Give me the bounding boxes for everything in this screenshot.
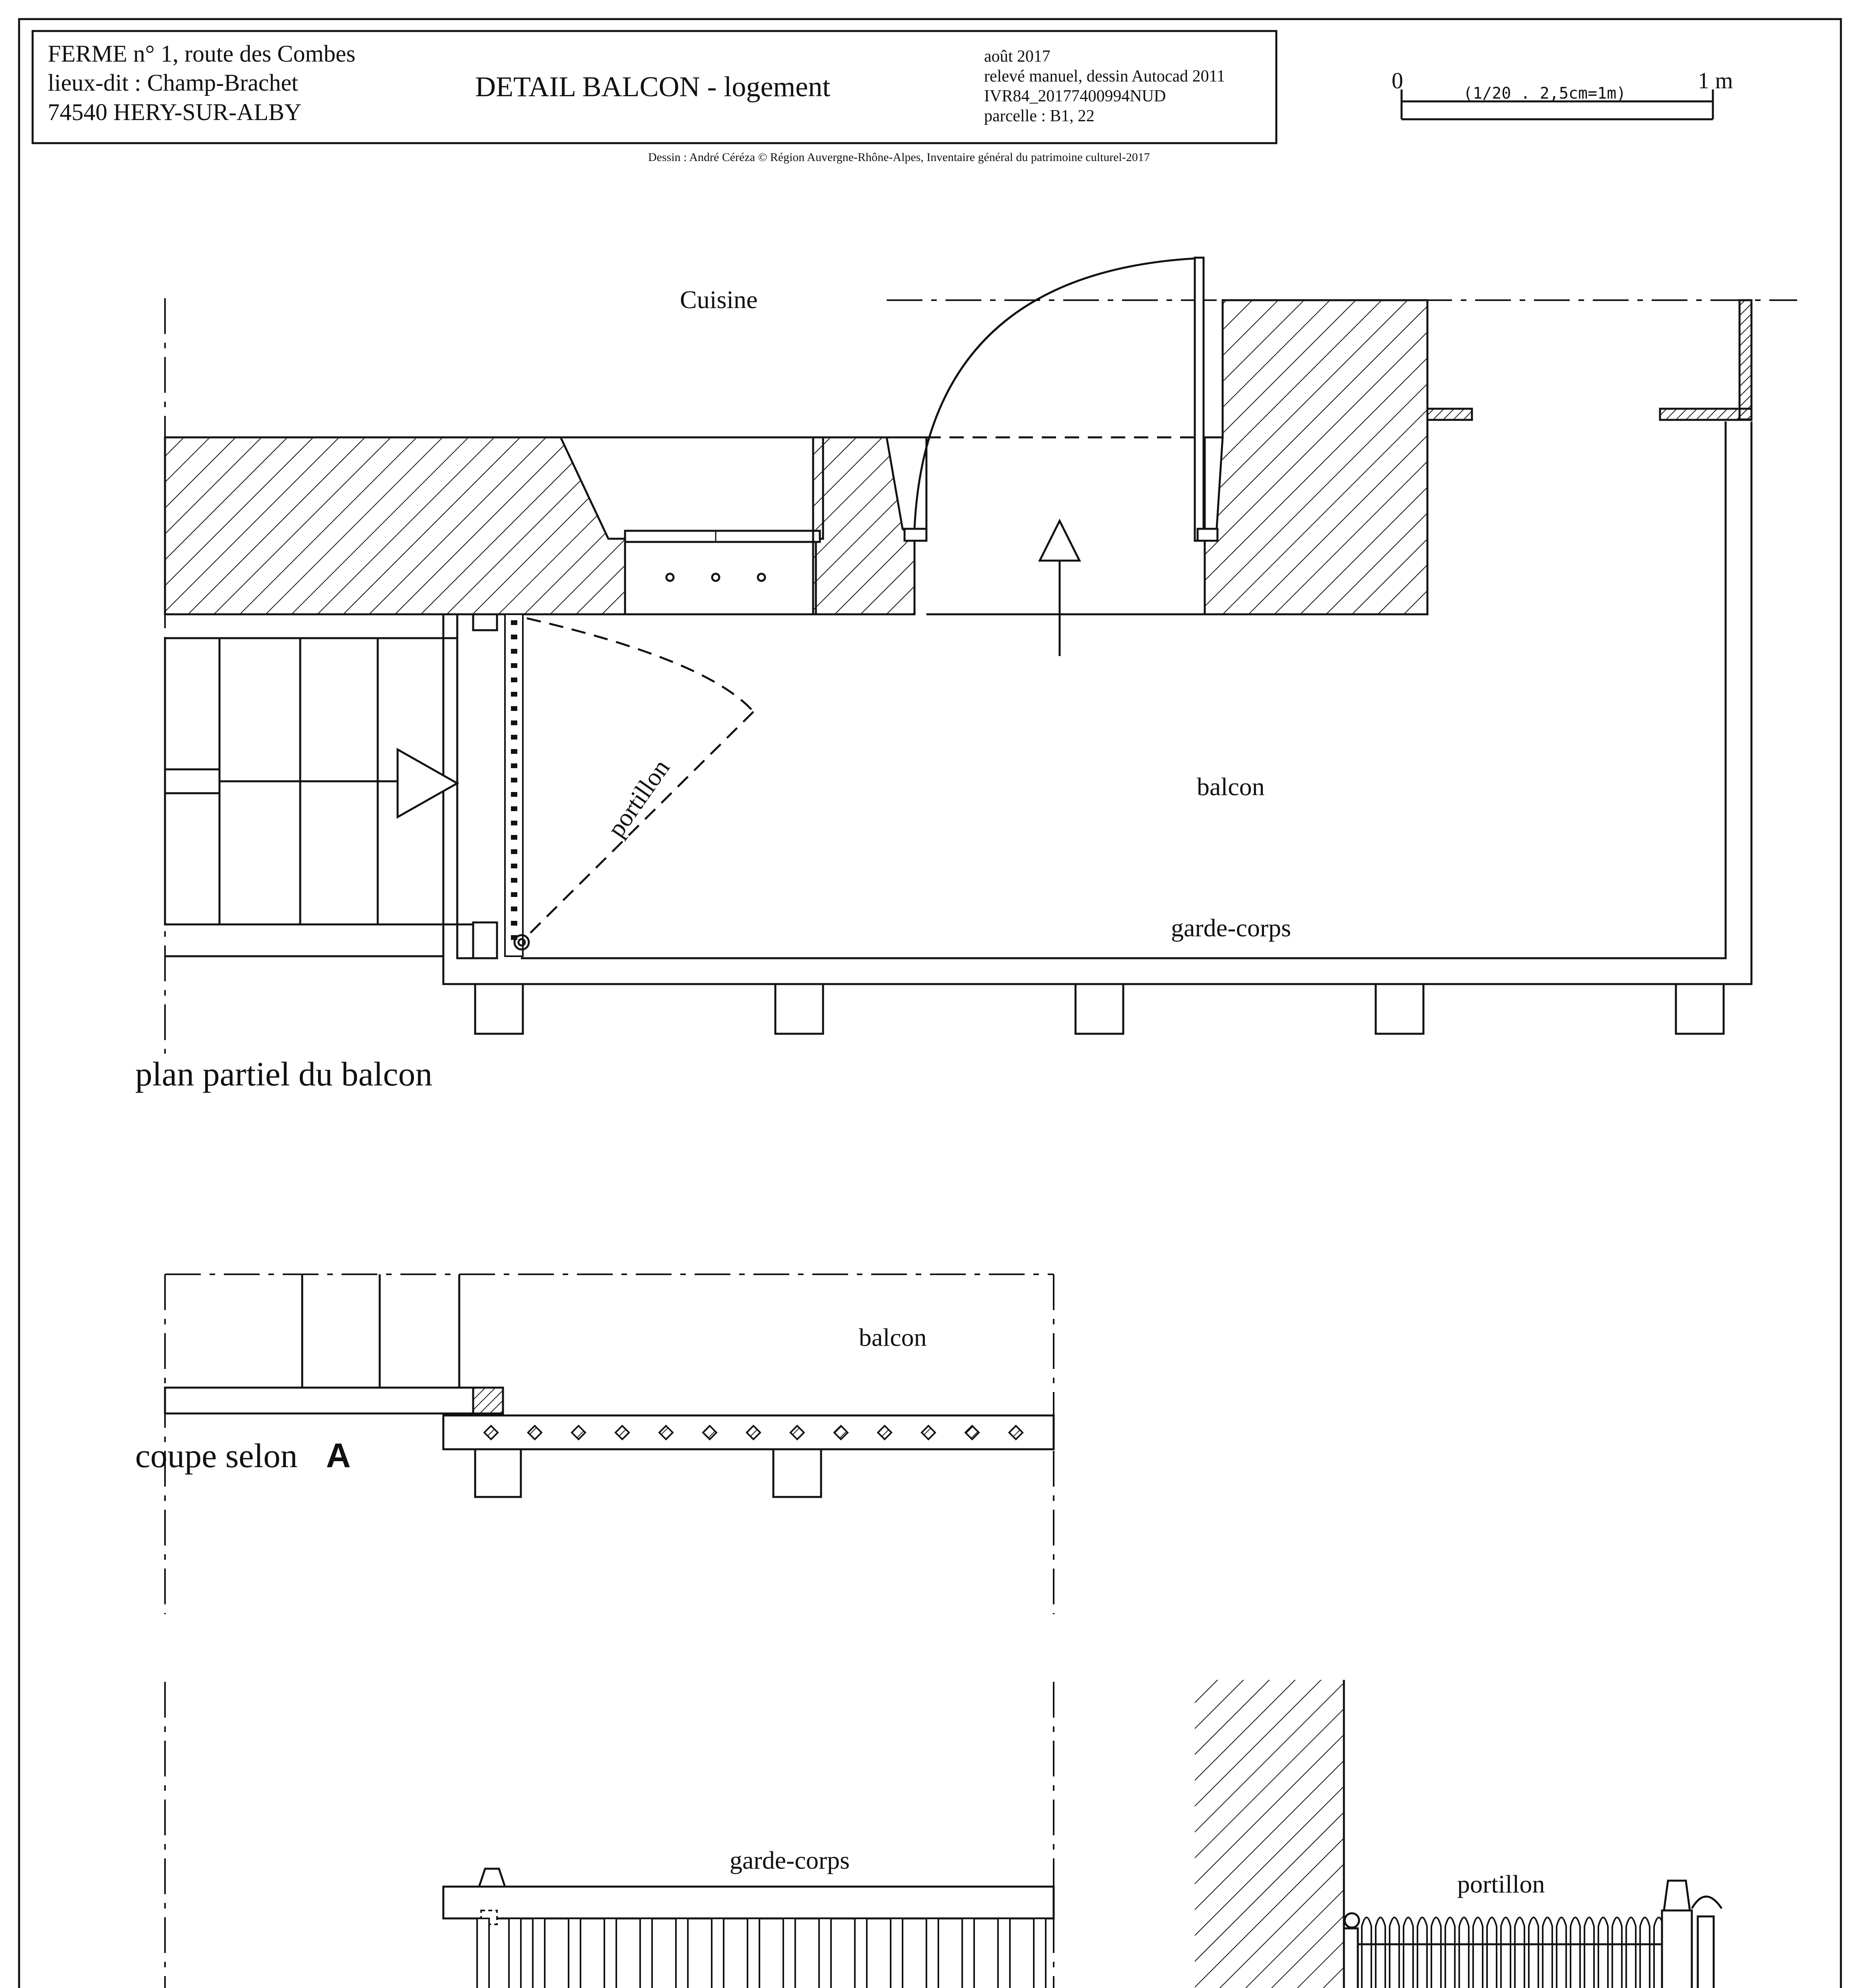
picket bbox=[1404, 1918, 1413, 1988]
side-post-right bbox=[1662, 1910, 1692, 1988]
scale-start-label: 0 bbox=[1392, 68, 1403, 93]
front-balusters bbox=[477, 1918, 1046, 1988]
picket bbox=[1557, 1918, 1566, 1988]
side-wall bbox=[1195, 1680, 1344, 1988]
baluster bbox=[926, 1918, 938, 1988]
picket bbox=[1487, 1918, 1497, 1988]
plan-wall-left bbox=[165, 437, 626, 614]
plan-joist bbox=[475, 984, 523, 1034]
baluster bbox=[569, 1918, 581, 1988]
picket bbox=[1571, 1918, 1580, 1988]
baluster bbox=[533, 1918, 545, 1988]
picket bbox=[1390, 1918, 1399, 1988]
plan-door-leaf bbox=[1195, 258, 1204, 541]
picket bbox=[1626, 1918, 1636, 1988]
baluster bbox=[640, 1918, 652, 1988]
picket bbox=[1529, 1918, 1538, 1988]
picket bbox=[1417, 1918, 1427, 1988]
plan-stair-arrow bbox=[398, 749, 457, 817]
plan-joist bbox=[775, 984, 823, 1034]
plan-joist bbox=[1676, 984, 1724, 1034]
side-post-left bbox=[1344, 1928, 1358, 1988]
baluster bbox=[509, 1918, 521, 1988]
side-gate-pickets bbox=[1362, 1918, 1664, 1988]
plan-railing-label: garde-corps bbox=[1171, 914, 1291, 942]
plan-window-frame bbox=[625, 542, 816, 614]
section-marker: A bbox=[326, 1437, 351, 1475]
baluster bbox=[676, 1918, 688, 1988]
front-handrail bbox=[443, 1887, 1054, 1918]
picket bbox=[1376, 1918, 1385, 1988]
picket bbox=[1362, 1918, 1371, 1988]
scale-end-label: 1 m bbox=[1698, 68, 1733, 93]
picket bbox=[1501, 1918, 1511, 1988]
baluster bbox=[855, 1918, 867, 1988]
plan-balcony-label: balcon bbox=[1197, 773, 1265, 801]
meta-line-2: relevé manuel, dessin Autocad 2011 bbox=[984, 67, 1225, 85]
baluster bbox=[962, 1918, 974, 1988]
plan-caption: plan partiel du balcon bbox=[135, 1055, 433, 1093]
front-view bbox=[165, 1682, 1054, 1988]
baluster bbox=[1034, 1918, 1046, 1988]
picket bbox=[1445, 1918, 1455, 1988]
side-gate-label: portillon bbox=[1457, 1870, 1545, 1898]
plan-wall-right bbox=[1205, 300, 1427, 614]
address-line-3: 74540 HERY-SUR-ALBY bbox=[48, 99, 302, 125]
scale-ratio-label: (1/20 . 2,5cm=1m) bbox=[1463, 84, 1626, 103]
plan-joist bbox=[1076, 984, 1123, 1034]
baluster bbox=[819, 1918, 831, 1988]
address-line-2: lieux-dit : Champ-Brachet bbox=[48, 70, 298, 96]
address-line-1: FERME n° 1, route des Combes bbox=[48, 41, 355, 67]
plan-window-sill bbox=[625, 531, 820, 542]
baluster bbox=[998, 1918, 1010, 1988]
meta-line-1: août 2017 bbox=[984, 47, 1050, 66]
picket bbox=[1640, 1918, 1650, 1988]
plan-entry-arrow bbox=[1040, 521, 1079, 561]
plan-view bbox=[135, 258, 1797, 1093]
picket bbox=[1584, 1918, 1594, 1988]
picket bbox=[1598, 1918, 1608, 1988]
front-railing-label: garde-corps bbox=[730, 1846, 850, 1874]
section-balcony-label: balcon bbox=[859, 1323, 927, 1351]
drawing-title: DETAIL BALCON - logement bbox=[475, 71, 831, 103]
section-view bbox=[135, 1274, 1054, 1614]
meta-line-3: IVR84_20177400994NUD bbox=[984, 87, 1166, 105]
baluster bbox=[477, 1918, 489, 1988]
picket bbox=[1612, 1918, 1622, 1988]
baluster bbox=[747, 1918, 759, 1988]
baluster bbox=[712, 1918, 724, 1988]
baluster bbox=[783, 1918, 795, 1988]
title-block bbox=[33, 31, 1276, 164]
sheet-border bbox=[19, 19, 1841, 1988]
picket bbox=[1515, 1918, 1524, 1988]
picket bbox=[1459, 1918, 1469, 1988]
scale-bar bbox=[1392, 68, 1733, 119]
plan-door-swing bbox=[914, 258, 1195, 529]
baluster bbox=[604, 1918, 616, 1988]
plan-gate-label: portillon bbox=[602, 754, 675, 843]
plan-room-label: Cuisine bbox=[680, 285, 758, 314]
picket bbox=[1543, 1918, 1552, 1988]
side-view bbox=[1195, 1680, 1731, 1988]
meta-line-4: parcelle : B1, 22 bbox=[984, 107, 1095, 125]
plan-gate-swing bbox=[527, 618, 753, 712]
section-caption: coupe selon bbox=[135, 1437, 298, 1475]
baluster bbox=[891, 1918, 903, 1988]
plan-joist bbox=[1376, 984, 1423, 1034]
picket bbox=[1431, 1918, 1441, 1988]
credit-line: Dessin : André Céréza © Région Auvergne-Rhône-Alpes, Inventaire général du patrimoine culturel-2017 bbox=[648, 151, 1150, 164]
picket bbox=[1473, 1918, 1483, 1988]
